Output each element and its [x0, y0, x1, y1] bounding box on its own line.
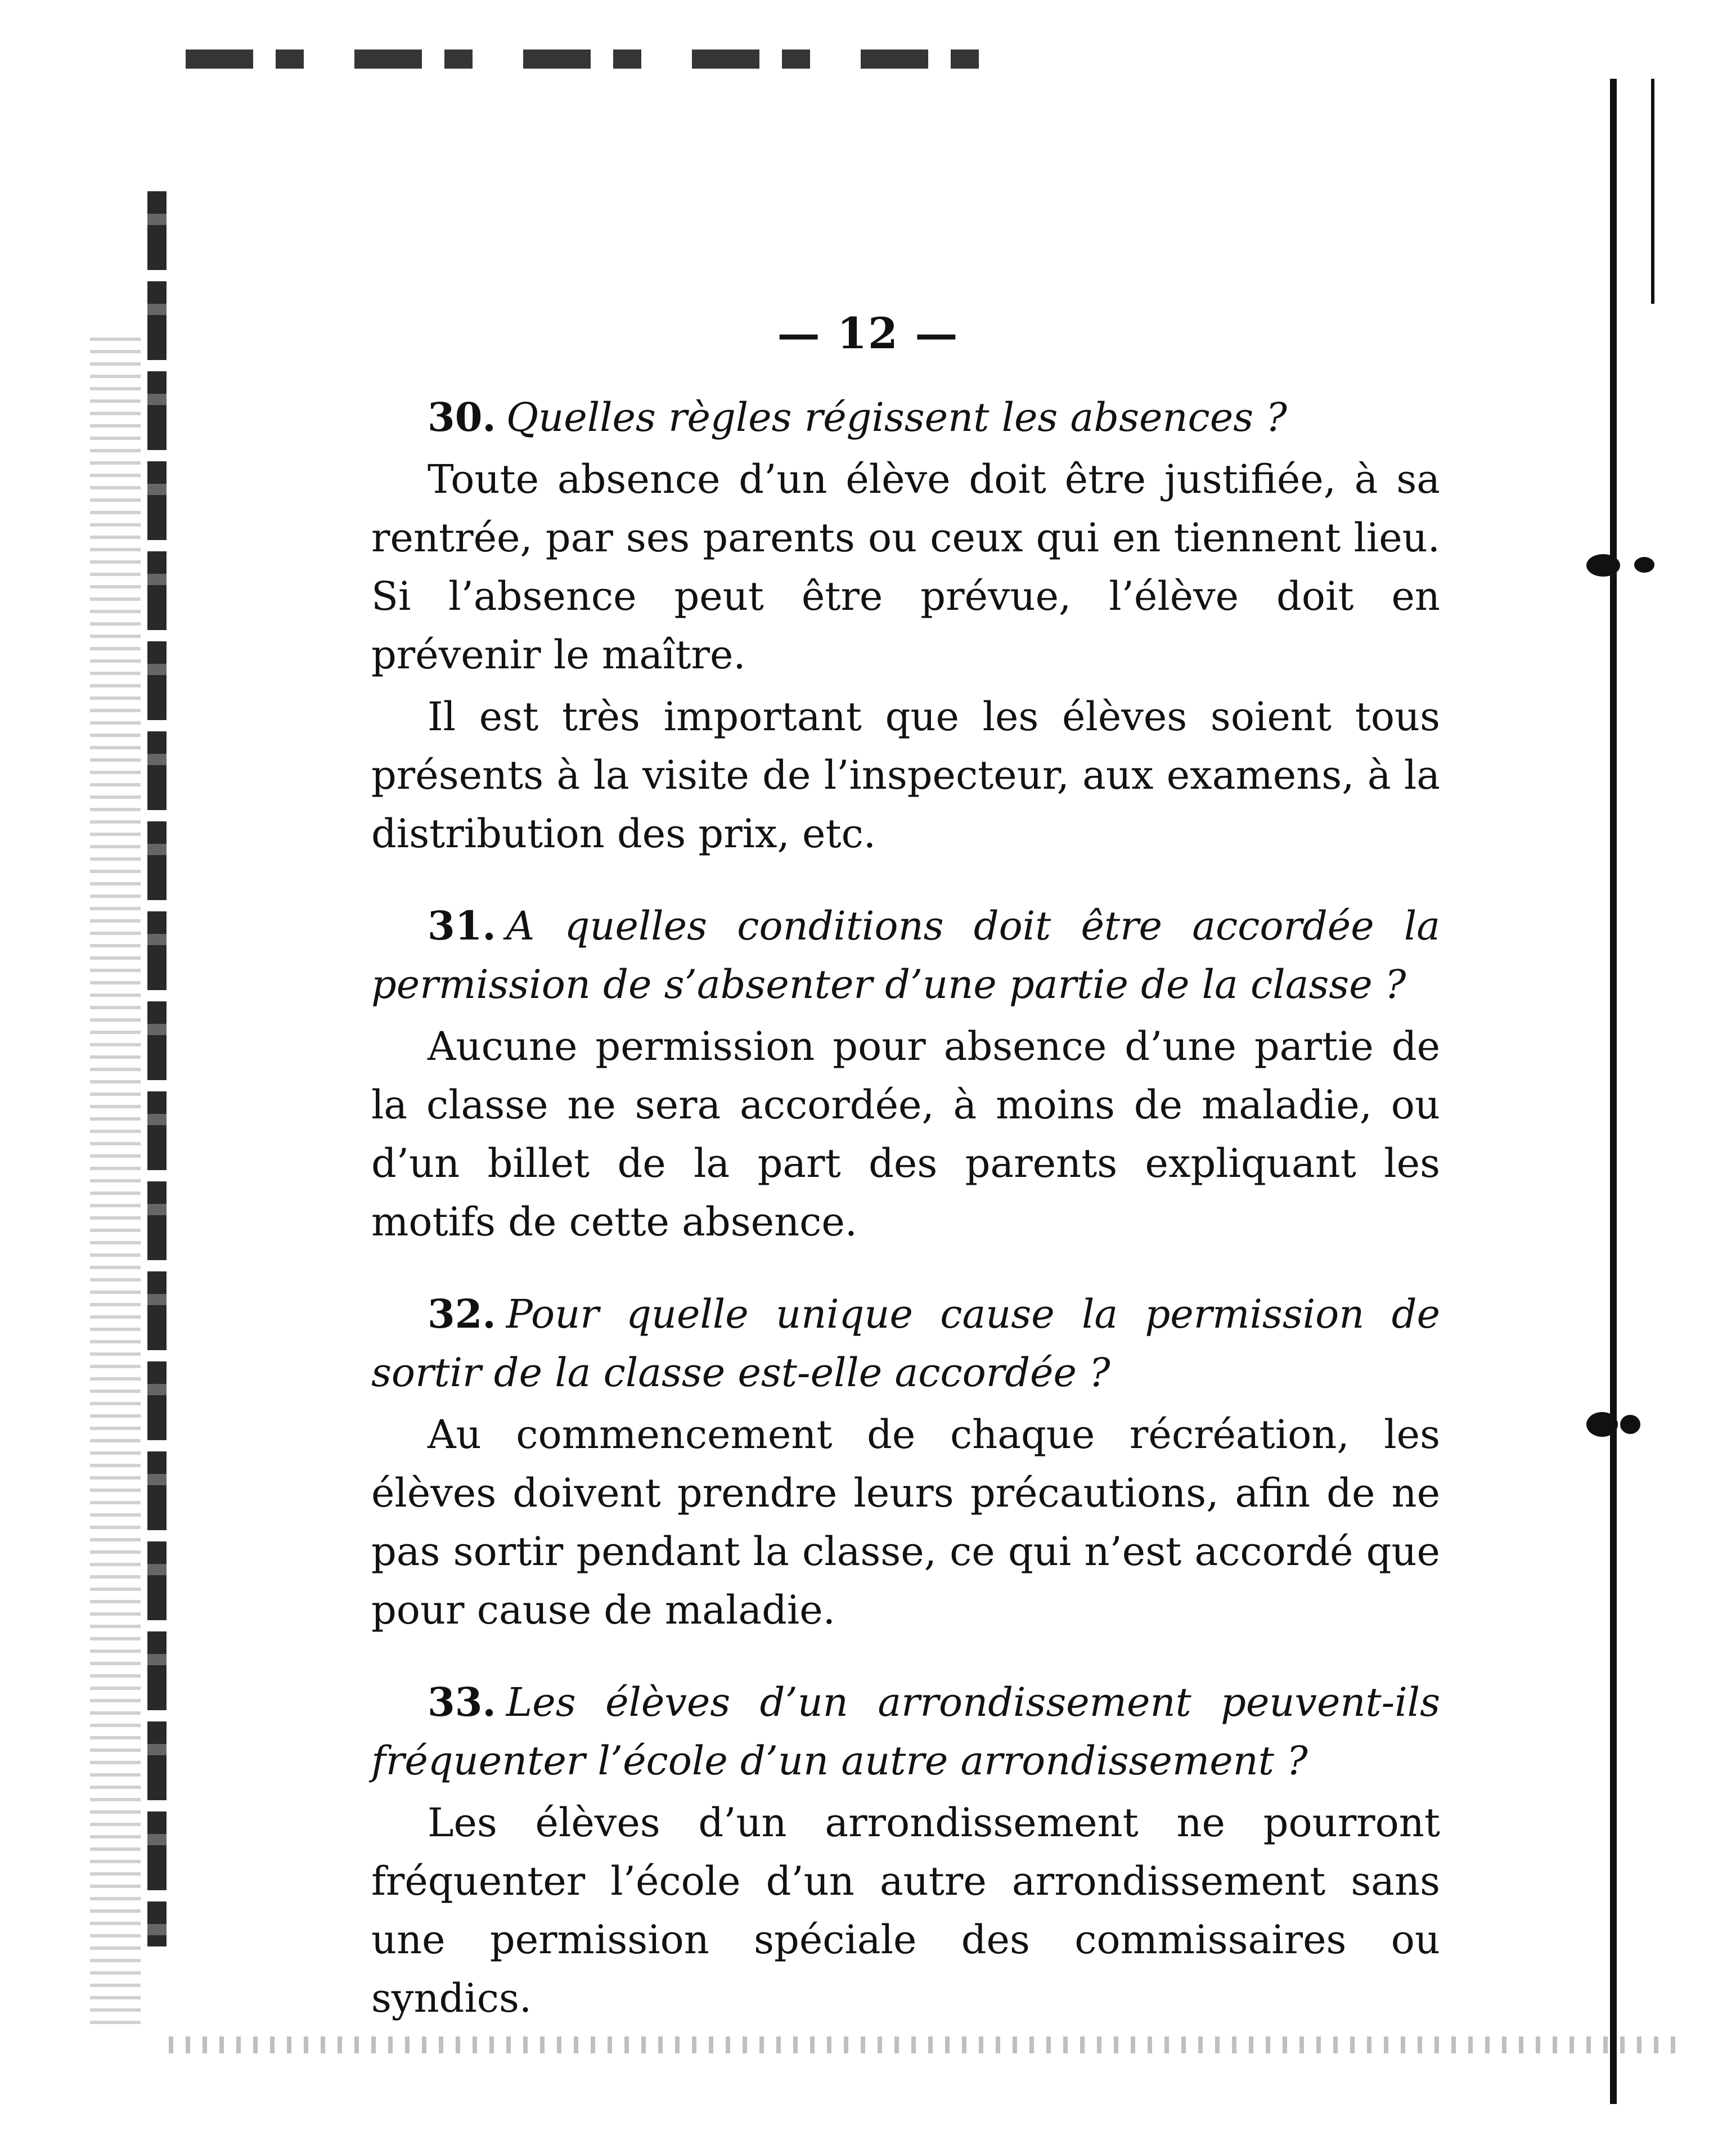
- question-text: Pour quelle unique cause la permission de sortir de la classe est-elle accordée ?: [371, 1291, 1440, 1396]
- scan-blot: [1586, 1412, 1618, 1437]
- question-text: Les élèves d’un arrondissement peuvent-ils fréquenter l’école d’un autre arrondissement ?: [371, 1679, 1440, 1784]
- scan-artifact-left-speckle: [90, 338, 141, 2025]
- answer-paragraph: Il est très important que les élèves soient tous présents à la visite de l’inspecteur, aux examens, à la distribution des prix, etc.: [371, 694, 1440, 857]
- scan-blot: [1586, 554, 1620, 577]
- page-number: — 12 —: [777, 308, 959, 358]
- answer-paragraph: Toute absence d’un élève doit être justifiée, à sa rentrée, par ses parents ou ceux qui en tiennent lieu. Si l’absence peut être prévue, l’élève doit en prévenir le maître.: [371, 456, 1440, 678]
- scan-artifact-top: [186, 50, 996, 69]
- question-number: 32.: [428, 1291, 496, 1337]
- question: [371, 897, 1440, 1014]
- question: [371, 388, 1440, 447]
- section-31: [371, 897, 1440, 1251]
- page-body: [371, 388, 1440, 2061]
- scan-blot: [1634, 557, 1654, 573]
- question-number: 31.: [428, 902, 496, 949]
- scan-blot: [1620, 1415, 1640, 1434]
- answer-paragraph: Aucune permission pour absence d’une partie de la classe ne sera accordée, à moins de maladie, ou d’un billet de la part des parents expliquant les motifs de cette absence.: [371, 1023, 1440, 1245]
- section-33: [371, 1673, 1440, 2027]
- question-number: 33.: [428, 1679, 496, 1725]
- section-32: [371, 1285, 1440, 1639]
- scan-artifact-left-edge: [147, 191, 167, 1946]
- question: [371, 1673, 1440, 1790]
- question-text: A quelles conditions doit être accordée la permission de s’absenter d’une partie de la classe ?: [371, 903, 1440, 1008]
- question-number: 30.: [428, 394, 496, 440]
- question: [371, 1285, 1440, 1402]
- answer-paragraph: Au commencement de chaque récréation, les élèves doivent prendre leurs précautions, afin de ne pas sortir pendant la classe, ce qui n’est accordé que pour cause de maladie.: [371, 1411, 1440, 1633]
- scan-artifact-right-line-short: [1651, 79, 1654, 304]
- scan-artifact-right-line: [1610, 79, 1617, 2104]
- question-text: Quelles règles régissent les absences ?: [506, 394, 1287, 440]
- answer-paragraph: Les élèves d’un arrondissement ne pourront fréquenter l’école d’un autre arrondissement sans une permission spéciale des commissaires ou syndics.: [371, 1800, 1440, 2021]
- section-30: [371, 388, 1440, 863]
